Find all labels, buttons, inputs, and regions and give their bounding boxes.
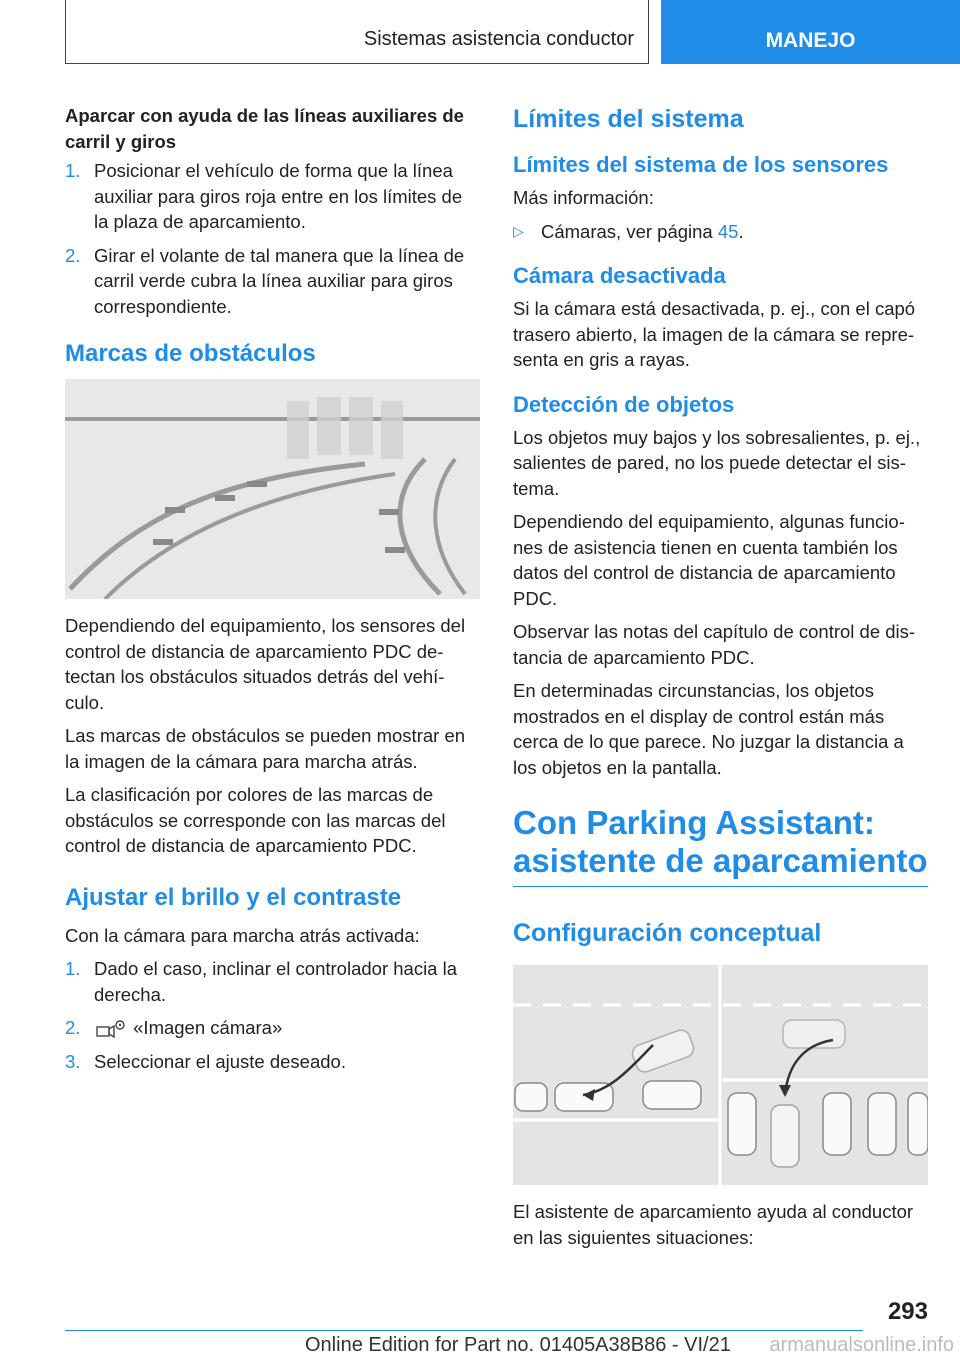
- brightness-steps-list: [65, 956, 480, 1074]
- detection-heading: Detección de objetos: [513, 391, 735, 417]
- list-item: [65, 956, 480, 1007]
- step-text: Girar el volante de tal manera que la línea de carril verde cubra la línea auxiliar para giros correspondiente.: [94, 244, 465, 317]
- list-item: [65, 1049, 480, 1075]
- step-text: «Imagen cámara»: [133, 1017, 283, 1038]
- camera-settings-icon: [94, 1018, 128, 1040]
- header-section-title: Sistemas asistencia conductor: [363, 28, 634, 50]
- right-column: [513, 103, 928, 1258]
- reference-list: [513, 219, 928, 245]
- sensors-heading: Límites del sistema de los sensores: [513, 152, 889, 177]
- step-text: Dado el caso, inclinar el controlador hacia la derecha.: [94, 958, 458, 1005]
- camera-ref-page-link[interactable]: 45: [717, 220, 739, 242]
- list-item: [513, 219, 928, 245]
- left-column: [65, 103, 480, 1082]
- step-number: 2.: [65, 244, 81, 266]
- obstacles-paragraph: Las marcas de obstáculos se pueden mostrar en la imagen de la cámara para marcha atrás.: [65, 725, 466, 772]
- concept-heading: Configuración conceptual: [513, 919, 822, 947]
- limits-heading: Límites del sistema: [513, 105, 744, 133]
- camera-off-heading: Cámara desactivada: [513, 263, 726, 288]
- parking-concept-figure: [513, 965, 928, 1185]
- obstacles-paragraph: Dependiendo del equipamiento, los sensores del control de distancia de aparcamiento PDC de-tectan los obstáculos situados detrás del vehí-culo.: [65, 615, 466, 713]
- footer-divider: [65, 1330, 863, 1331]
- footer-watermark: armanualsonline.info: [769, 1334, 954, 1356]
- camera-off-text: Si la cámara está desactivada, p. ej., con el capó trasero abierto, la imagen de la cámara se repre-senta en gris a rayas.: [513, 298, 916, 370]
- footer-edition: Online Edition for Part no. 01405A38B86 - VI/21: [305, 1334, 731, 1356]
- step-text: Posicionar el vehículo de forma que la línea auxiliar para giros roja entre en los límites de la plaza de aparcamiento.: [94, 160, 463, 232]
- header-chapter-tab: [661, 0, 960, 64]
- step-text: Seleccionar el ajuste deseado.: [94, 1050, 346, 1072]
- assistant-heading: Con Parking Assistant: asistente de aparcamiento: [513, 804, 928, 887]
- lines-steps-list: [65, 158, 480, 319]
- step-number: 1.: [65, 958, 81, 979]
- page-number: 293: [887, 1298, 928, 1325]
- detection-paragraph: Observar las notas del capítulo de control de dis-tancia de aparcamiento PDC.: [513, 621, 916, 668]
- step-number: 2.: [65, 1017, 81, 1038]
- obstacles-paragraph: La clasificación por colores de las marcas de obstáculos se corresponde con las marcas del control de distancia de aparcamiento PDC.: [65, 784, 446, 856]
- header-section-box: [65, 0, 649, 64]
- obstacles-heading: Marcas de obstáculos: [65, 340, 316, 367]
- camera-ref-end: .: [738, 220, 744, 242]
- detection-paragraph: Dependiendo del equipamiento, algunas funcio-nes de asistencia tienen en cuenta también los datos del control de distancia de aparcamiento PDC.: [513, 511, 905, 609]
- step-number: 3.: [65, 1050, 81, 1072]
- list-item: [65, 243, 480, 320]
- list-item: [65, 1015, 480, 1041]
- camera-ref-text: Cámaras, ver página: [541, 220, 718, 242]
- step-number: 1.: [65, 160, 81, 181]
- list-item: [65, 158, 480, 235]
- detection-paragraph: Los objetos muy bajos y los sobresalientes, p. ej., salientes de pared, no los puede detectar el sis-tema.: [513, 426, 921, 499]
- brightness-intro: Con la cámara para marcha atrás activada:: [65, 924, 420, 946]
- detection-paragraph: En determinadas circunstancias, los objetos mostrados en el display de control están más cerca de lo que parece. No juzgar la distancia a los objetos en la pantalla.: [513, 680, 904, 778]
- assistant-text: El asistente de aparcamiento ayuda al conductor en las siguientes situaciones:: [513, 1201, 914, 1248]
- brightness-heading: Ajustar el brillo y el contraste: [65, 883, 402, 911]
- more-info-label: Más información:: [513, 187, 654, 208]
- triangle-bullet-icon: ▷: [513, 222, 524, 239]
- obstacle-marks-figure: [65, 379, 480, 599]
- lines-heading: Aparcar con ayuda de las líneas auxiliares de carril y giros: [65, 105, 464, 152]
- header-chapter-label: MANEJO: [765, 29, 856, 52]
